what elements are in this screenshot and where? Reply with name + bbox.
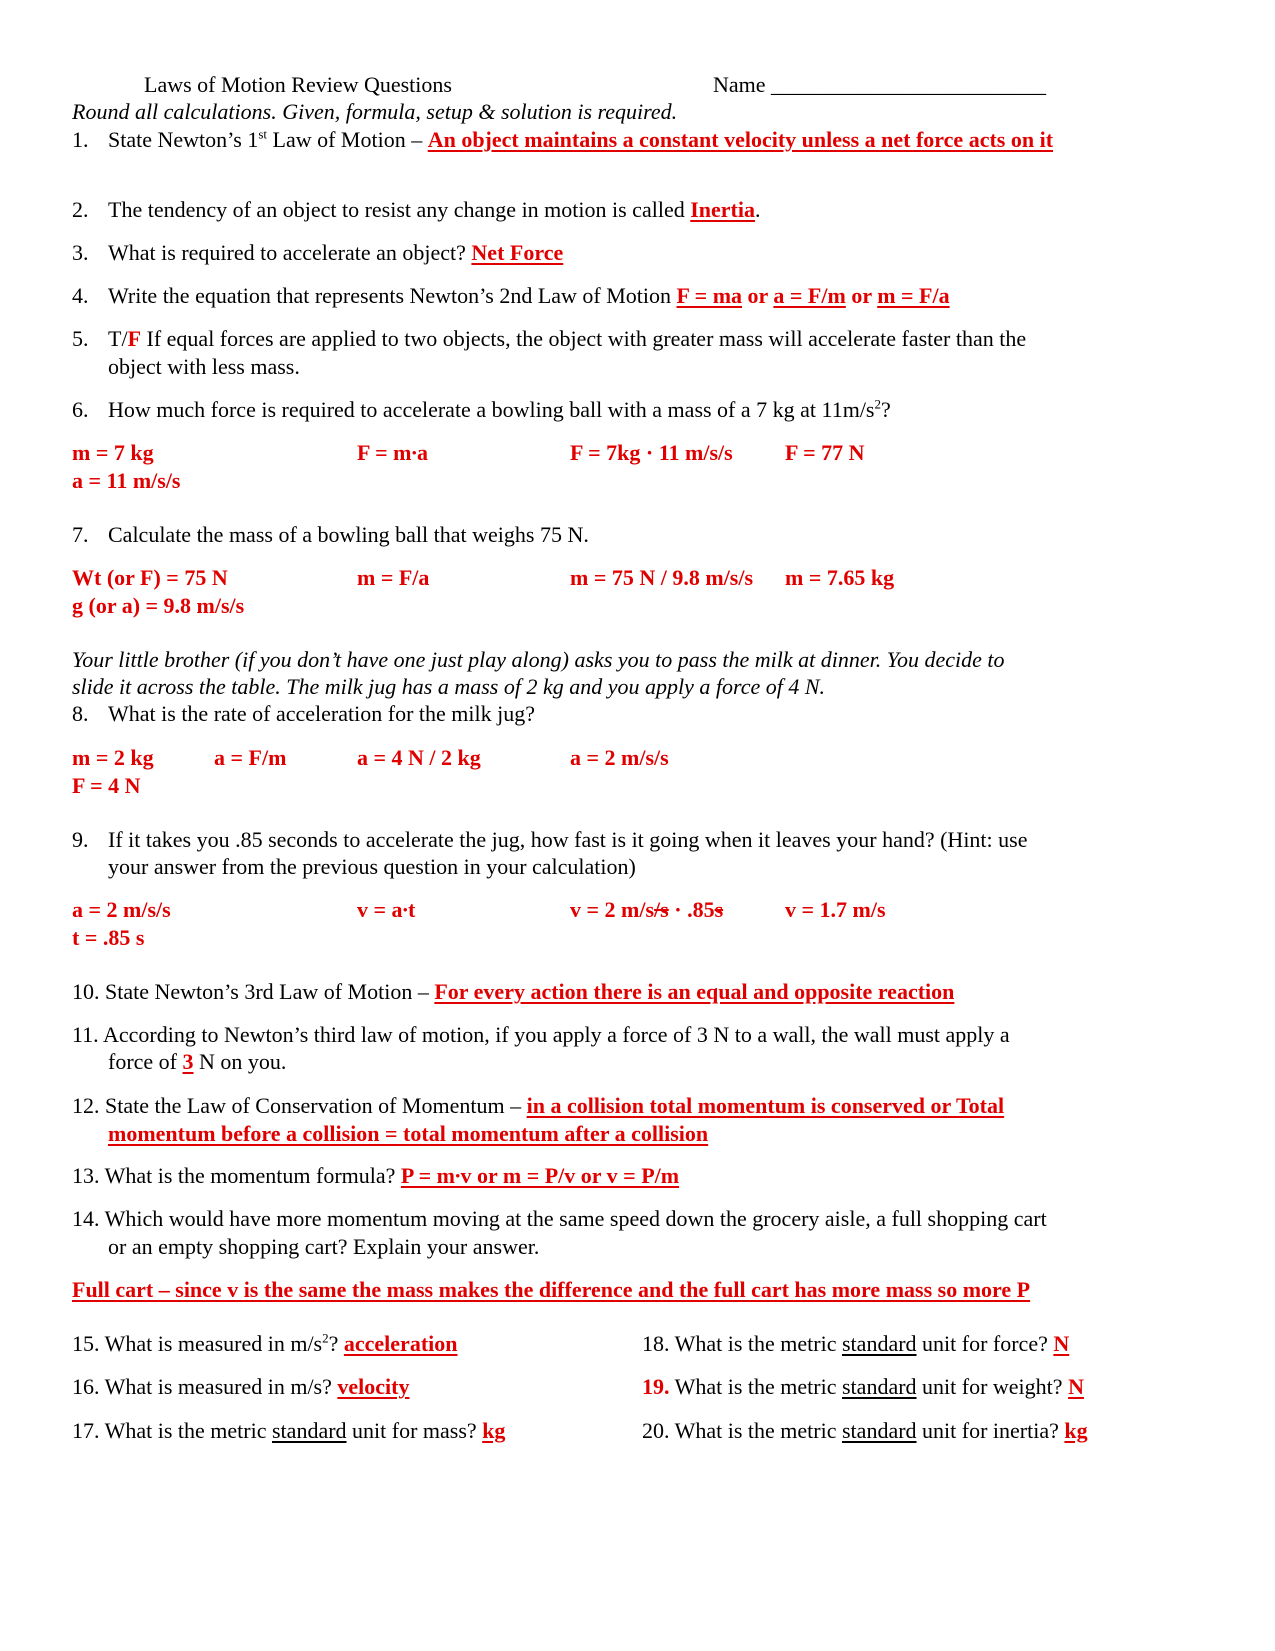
question-number: 16. — [72, 1374, 100, 1399]
question-11 — [72, 1021, 1010, 1049]
formula: F = m∙a — [357, 440, 428, 465]
question-text: unit for inertia? — [916, 1418, 1065, 1443]
question-18 — [642, 1330, 1069, 1358]
scenario-line-1: Your little brother (if you don’t have one just play along) asks you to pass the milk at dinner. You decide to — [72, 647, 1005, 672]
question-16 — [72, 1373, 409, 1401]
question-19 — [642, 1373, 1084, 1401]
answer-18: N — [1053, 1331, 1070, 1356]
setup: a = 4 N / 2 kg — [357, 745, 481, 770]
question-number: 20. — [642, 1418, 670, 1443]
question-text: unit for force? — [916, 1331, 1054, 1356]
setup-part: v = 2 m/s — [570, 897, 655, 922]
given-1: Wt (or F) = 75 N — [72, 565, 228, 590]
given-1: a = 2 m/s/s — [72, 897, 171, 922]
question-text: What is the momentum formula? — [104, 1163, 401, 1188]
question-text: What is the metric — [674, 1418, 842, 1443]
question-text: What is measured in m/s? — [104, 1374, 338, 1399]
answer-3: Net Force — [471, 240, 564, 265]
setup — [570, 896, 723, 924]
question-3 — [72, 239, 563, 267]
question-number: 8. — [72, 701, 89, 726]
answer-19: N — [1068, 1374, 1084, 1399]
question-7 — [72, 521, 589, 549]
answer-13: P = m∙v or m = P/v or v = P/m — [400, 1163, 680, 1188]
question-number: 4. — [72, 283, 89, 308]
given-2: F = 4 N — [72, 773, 141, 798]
question-9-cont: your answer from the previous question in your calculation) — [108, 854, 636, 879]
given-2: t = .85 s — [72, 925, 145, 950]
answer-2: Inertia — [690, 197, 755, 222]
question-6 — [72, 396, 891, 424]
question-17 — [72, 1417, 505, 1445]
answer-4b: a = F/m — [773, 283, 846, 308]
question-text: If it takes you .85 seconds to accelerate the jug, how fast is it going when it leaves your hand? (Hint: use — [108, 827, 1028, 852]
question-text: State Newton’s 1 — [108, 127, 259, 152]
question-number: 14. — [72, 1206, 100, 1231]
standard-word: standard — [842, 1418, 917, 1443]
question-13 — [72, 1162, 679, 1190]
solution: v = 1.7 m/s — [785, 897, 886, 922]
given-2: g (or a) = 9.8 m/s/s — [72, 593, 245, 618]
question-number: 19. — [642, 1374, 670, 1399]
answer-1: An object maintains a constant velocity unless a net force acts on it — [427, 127, 1054, 152]
question-text: N on you. — [193, 1049, 287, 1074]
punctuation: ? — [328, 1331, 344, 1356]
question-number: 2. — [72, 197, 89, 222]
question-12 — [72, 1092, 1004, 1120]
tf-prefix: T/ — [108, 326, 128, 351]
question-text: What is required to accelerate an object? — [108, 240, 472, 265]
standard-word: standard — [272, 1418, 347, 1443]
question-number: 1. — [72, 127, 89, 152]
setup: F = 7kg · 11 m/s/s — [570, 440, 733, 465]
question-number: 17. — [72, 1418, 100, 1443]
instructions: Round all calculations. Given, formula, setup & solution is required. — [72, 99, 678, 124]
question-number: 18. — [642, 1331, 670, 1356]
name-field[interactable] — [713, 71, 1046, 99]
question-number: 13. — [72, 1163, 100, 1188]
question-text: What is measured in m/s — [104, 1331, 323, 1356]
formula: a = F/m — [214, 745, 287, 770]
question-text: State Newton’s 3rd Law of Motion – — [105, 979, 435, 1004]
question-15 — [72, 1330, 458, 1358]
question-5 — [72, 325, 1026, 353]
superscript: st — [258, 126, 267, 142]
question-2 — [72, 196, 760, 224]
answer-14: Full cart – since v is the same the mass makes the difference and the full cart has more mass so more P — [72, 1277, 1031, 1302]
standard-word: standard — [842, 1331, 917, 1356]
question-text: According to Newton’s third law of motion, if you apply a force of 3 N to a wall, the wall must apply a — [102, 1022, 1010, 1047]
question-number: 12. — [72, 1093, 100, 1118]
answer-4c: m = F/a — [877, 283, 950, 308]
name-line: _________________________ — [771, 72, 1047, 97]
answer-20: kg — [1064, 1418, 1088, 1443]
question-number: 15. — [72, 1331, 100, 1356]
cancelled-unit: /s — [654, 897, 669, 922]
question-text: If equal forces are applied to two objects, the object with greater mass will accelerate faster than the — [141, 326, 1027, 351]
question-text: force of — [108, 1049, 183, 1074]
answer-4a: F = ma — [676, 283, 743, 308]
question-text: How much force is required to accelerate a bowling ball with a mass of a 7 kg at 11m/s — [108, 397, 875, 422]
answer-5: F — [127, 326, 142, 351]
question-text: State the Law of Conservation of Momentum – — [105, 1093, 527, 1118]
formula: m = F/a — [357, 565, 430, 590]
superscript: 2 — [322, 1330, 329, 1346]
question-text: Law of Motion – — [267, 127, 428, 152]
question-4 — [72, 282, 950, 310]
question-14 — [72, 1205, 1047, 1233]
question-text: What is the metric — [674, 1331, 842, 1356]
question-20 — [642, 1417, 1088, 1445]
question-14-cont: or an empty shopping cart? Explain your answer. — [108, 1234, 540, 1259]
question-5-cont: object with less mass. — [108, 354, 300, 379]
standard-word: standard — [842, 1374, 917, 1399]
question-number: 5. — [72, 326, 89, 351]
answer-12: in a collision total momentum is conserved or Total — [526, 1093, 1005, 1118]
superscript: 2 — [874, 396, 881, 412]
question-11-cont — [108, 1048, 286, 1076]
answer-16: velocity — [337, 1374, 410, 1399]
question-text: Which would have more momentum moving at the same speed down the grocery aisle, a full shopping cart — [104, 1206, 1047, 1231]
page-title: Laws of Motion Review Questions — [144, 72, 452, 97]
or-text: or — [742, 283, 774, 308]
setup-part: · .85 — [668, 897, 715, 922]
punctuation: ? — [881, 397, 891, 422]
question-text: What is the rate of acceleration for the milk jug? — [108, 701, 535, 726]
question-number: 3. — [72, 240, 89, 265]
given-1: m = 2 kg — [72, 745, 154, 770]
punctuation: . — [754, 197, 761, 222]
setup: m = 75 N / 9.8 m/s/s — [570, 565, 754, 590]
formula: v = a∙t — [357, 897, 416, 922]
solution: F = 77 N — [785, 440, 865, 465]
question-number: 6. — [72, 397, 89, 422]
question-10 — [72, 978, 954, 1006]
or-text: or — [845, 283, 878, 308]
answer-12-cont: momentum before a collision = total momentum after a collision — [108, 1121, 709, 1146]
given-1: m = 7 kg — [72, 440, 154, 465]
question-text: What is the metric — [674, 1374, 842, 1399]
question-number: 11. — [72, 1022, 99, 1047]
question-text: unit for weight? — [916, 1374, 1069, 1399]
question-text: Calculate the mass of a bowling ball that weighs 75 N. — [108, 522, 589, 547]
answer-17: kg — [482, 1418, 506, 1443]
solution: m = 7.65 kg — [785, 565, 895, 590]
question-8 — [72, 700, 535, 728]
question-number: 9. — [72, 827, 89, 852]
question-text: The tendency of an object to resist any change in motion is called — [108, 197, 691, 222]
question-number: 10. — [72, 979, 100, 1004]
answer-11: 3 — [182, 1049, 194, 1074]
name-label: Name — [713, 72, 772, 97]
answer-10: For every action there is an equal and opposite reaction — [434, 979, 955, 1004]
answer-15: acceleration — [343, 1331, 458, 1356]
cancelled-unit: s — [714, 897, 724, 922]
question-text: Write the equation that represents Newton’s 2nd Law of Motion — [108, 283, 677, 308]
scenario-line-2: slide it across the table. The milk jug has a mass of 2 kg and you apply a force of 4 N. — [72, 674, 826, 699]
question-9 — [72, 826, 1027, 854]
question-number: 7. — [72, 522, 89, 547]
solution: a = 2 m/s/s — [570, 745, 669, 770]
given-2: a = 11 m/s/s — [72, 468, 181, 493]
question-1 — [72, 126, 1053, 154]
question-text: unit for mass? — [346, 1418, 483, 1443]
question-text: What is the metric — [104, 1418, 272, 1443]
